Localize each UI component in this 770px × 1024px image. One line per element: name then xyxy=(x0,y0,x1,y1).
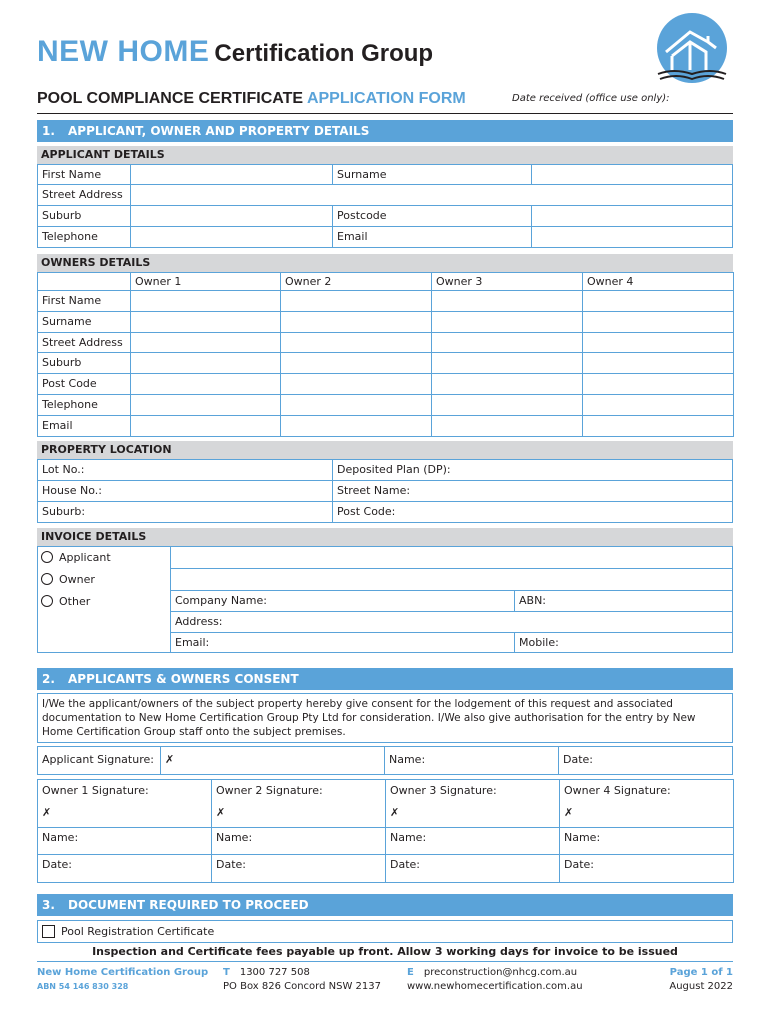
section-1-number: 1. xyxy=(42,124,55,138)
owner-3-signature-field[interactable] xyxy=(385,779,560,828)
owner-4-field[interactable] xyxy=(582,373,734,395)
brand-name xyxy=(37,35,433,69)
surname-label: Surname xyxy=(332,164,532,185)
street-name-field[interactable]: Street Name: xyxy=(332,480,733,502)
form-title-dark: POOL COMPLIANCE CERTIFICATE xyxy=(37,90,304,107)
consent-line-2: documentation to New Home Certification Group Pty Ltd for consideration. I/We also give authorisation for the entry by New xyxy=(42,712,696,724)
phone-number[interactable]: 1300 727 508 xyxy=(239,967,310,978)
owner-3-field[interactable] xyxy=(431,415,583,437)
footer-rule xyxy=(37,961,733,962)
owner-2-name-field[interactable]: Name: xyxy=(211,827,386,855)
owner-4-signature-field[interactable] xyxy=(559,779,734,828)
owner-1-signature-label: Owner 1 Signature: xyxy=(42,784,149,797)
lot-number-field[interactable]: Lot No.: xyxy=(37,459,333,481)
form-title-blue: APPLICATION FORM xyxy=(306,90,466,107)
consent-line-3: Home Certification Group staff onto the subject premises. xyxy=(42,726,346,738)
brand-bold: NEW HOME xyxy=(37,35,210,68)
footer-website[interactable]: www.newhomecertification.com.au xyxy=(407,981,583,992)
owner-3-date-field[interactable]: Date: xyxy=(385,854,560,883)
email-field[interactable] xyxy=(531,226,733,248)
property-postcode-field[interactable]: Post Code: xyxy=(332,501,733,523)
invoice-blank-row-1[interactable] xyxy=(170,546,733,569)
owner-1-field[interactable] xyxy=(130,373,281,395)
owner-4-signature-mark: ✗ xyxy=(564,806,574,819)
owner-column-header-2: Owner 2 xyxy=(280,272,432,291)
owner-1-field[interactable] xyxy=(130,415,281,437)
owner-row-label: First Name xyxy=(37,290,131,312)
pool-registration-checkbox[interactable] xyxy=(42,925,55,938)
footer-phone xyxy=(223,967,310,978)
invoice-option-owner[interactable] xyxy=(41,573,95,587)
email-label-footer: E xyxy=(407,967,414,978)
footer-date: August 2022 xyxy=(669,981,733,992)
applicant-option-label: Applicant xyxy=(59,551,111,564)
date-received-label: Date received (office use only): xyxy=(512,93,670,104)
owner-2-signature-label: Owner 2 Signature: xyxy=(216,784,323,797)
owner-1-signature-field[interactable] xyxy=(37,779,212,828)
owner-2-date-field[interactable]: Date: xyxy=(211,854,386,883)
section-2-number: 2. xyxy=(42,672,55,686)
property-location-heading: PROPERTY LOCATION xyxy=(37,441,733,459)
owner-4-name-field[interactable]: Name: xyxy=(559,827,734,855)
owner-4-field[interactable] xyxy=(582,311,734,333)
first-name-label: First Name xyxy=(37,164,131,185)
footer-page-number: Page 1 of 1 xyxy=(669,967,733,978)
owner-4-date-field[interactable]: Date: xyxy=(559,854,734,883)
owner-3-field[interactable] xyxy=(431,373,583,395)
owner-column-header-3: Owner 3 xyxy=(431,272,583,291)
owner-radio[interactable] xyxy=(41,573,53,585)
owner-1-date-field[interactable]: Date: xyxy=(37,854,212,883)
owner-4-signature-label: Owner 4 Signature: xyxy=(564,784,671,797)
postcode-label: Postcode xyxy=(332,205,532,227)
section-3-number: 3. xyxy=(42,898,55,912)
owner-1-field[interactable] xyxy=(130,394,281,416)
owner-1-field[interactable] xyxy=(130,352,281,374)
invoice-email-field[interactable]: Email: xyxy=(170,632,515,653)
owner-2-field[interactable] xyxy=(280,415,432,437)
owner-3-field[interactable] xyxy=(431,332,583,354)
applicant-signature-field[interactable] xyxy=(160,746,385,775)
postcode-field[interactable] xyxy=(531,205,733,227)
footer-company: New Home Certification Group xyxy=(37,967,209,978)
pool-registration-item[interactable] xyxy=(37,920,733,943)
section-2-header xyxy=(37,668,733,690)
owners-details-heading: OWNERS DETAILS xyxy=(37,254,733,272)
owner-row-label: Street Address xyxy=(37,332,131,354)
owner-2-field[interactable] xyxy=(280,311,432,333)
owner-4-field[interactable] xyxy=(582,415,734,437)
section-2-title: APPLICANTS & OWNERS CONSENT xyxy=(68,672,299,686)
owner-3-field[interactable] xyxy=(431,352,583,374)
owner-row-label: Post Code xyxy=(37,373,131,395)
brand-rest: Certification Group xyxy=(214,40,434,67)
owner-4-field[interactable] xyxy=(582,332,734,354)
owner-row-label: Email xyxy=(37,415,131,437)
section-3-title: DOCUMENT REQUIRED TO PROCEED xyxy=(68,898,309,912)
applicant-date-field[interactable]: Date: xyxy=(558,746,733,775)
applicant-name-field[interactable]: Name: xyxy=(384,746,559,775)
owner-2-field[interactable] xyxy=(280,373,432,395)
applicant-radio[interactable] xyxy=(41,551,53,563)
applicant-details-heading: APPLICANT DETAILS xyxy=(37,146,733,164)
company-name-field[interactable]: Company Name: xyxy=(170,590,515,612)
owner-column-header-1: Owner 1 xyxy=(130,272,281,291)
fees-notice: Inspection and Certificate fees payable up front. Allow 3 working days for invoice to be issued xyxy=(92,945,678,958)
consent-line-1: I/We the applicant/owners of the subject property hereby give consent for the lodgement of this request and associated xyxy=(42,698,673,710)
house-number-field[interactable]: House No.: xyxy=(37,480,333,502)
applicant-signature-label: Applicant Signature: xyxy=(37,746,161,775)
owner-row-label: Suburb xyxy=(37,352,131,374)
phone-label: T xyxy=(223,967,230,978)
telephone-field[interactable] xyxy=(130,226,333,248)
invoice-details-heading: INVOICE DETAILS xyxy=(37,528,733,546)
invoice-address-field[interactable]: Address: xyxy=(170,611,733,633)
deposited-plan-field[interactable]: Deposited Plan (DP): xyxy=(332,459,733,481)
owner-1-signature-mark: ✗ xyxy=(42,806,52,819)
owner-4-field[interactable] xyxy=(582,394,734,416)
owner-row-label: Surname xyxy=(37,311,131,333)
invoice-mobile-field[interactable]: Mobile: xyxy=(514,632,733,653)
section-1-header xyxy=(37,120,733,142)
owner-1-field[interactable] xyxy=(130,311,281,333)
surname-field[interactable] xyxy=(531,164,733,185)
footer-email xyxy=(407,967,577,978)
invoice-blank-row-2[interactable] xyxy=(170,568,733,591)
first-name-field[interactable] xyxy=(130,164,333,185)
owner-3-signature-mark: ✗ xyxy=(390,806,400,819)
footer-po-box: PO Box 826 Concord NSW 2137 xyxy=(223,981,381,992)
invoice-option-other[interactable] xyxy=(41,595,90,609)
street-address-field[interactable] xyxy=(130,184,733,206)
footer-abn: ABN 54 146 830 328 xyxy=(37,982,129,991)
owner-2-signature-mark: ✗ xyxy=(216,806,226,819)
property-suburb-field[interactable]: Suburb: xyxy=(37,501,333,523)
owner-3-name-field[interactable]: Name: xyxy=(385,827,560,855)
pool-registration-label: Pool Registration Certificate xyxy=(61,925,215,938)
owner-option-label: Owner xyxy=(59,573,95,586)
form-title xyxy=(37,90,466,108)
street-address-label: Street Address xyxy=(37,184,131,206)
owner-3-field[interactable] xyxy=(431,290,583,312)
header-rule xyxy=(37,113,733,114)
company-logo xyxy=(650,12,734,84)
owner-1-field[interactable] xyxy=(130,332,281,354)
owner-2-field[interactable] xyxy=(280,290,432,312)
other-option-label: Other xyxy=(59,595,91,608)
section-3-header xyxy=(37,894,733,916)
applicant-signature-mark: ✗ xyxy=(165,753,175,766)
owner-4-field[interactable] xyxy=(582,290,734,312)
suburb-label: Suburb xyxy=(37,205,131,227)
owner-2-field[interactable] xyxy=(280,394,432,416)
owner-column-header-4: Owner 4 xyxy=(582,272,734,291)
owner-3-field[interactable] xyxy=(431,394,583,416)
other-radio[interactable] xyxy=(41,595,53,607)
owner-1-name-field[interactable]: Name: xyxy=(37,827,212,855)
consent-text-box xyxy=(37,693,733,743)
owner-1-field[interactable] xyxy=(130,290,281,312)
email-label: Email xyxy=(332,226,532,248)
owner-3-signature-label: Owner 3 Signature: xyxy=(390,784,497,797)
section-1-title: APPLICANT, OWNER AND PROPERTY DETAILS xyxy=(68,124,370,138)
owner-row-label: Telephone xyxy=(37,394,131,416)
owner-2-signature-field[interactable] xyxy=(211,779,386,828)
invoice-option-applicant[interactable] xyxy=(41,551,111,565)
suburb-field[interactable] xyxy=(130,205,333,227)
telephone-label: Telephone xyxy=(37,226,131,248)
owner-2-field[interactable] xyxy=(280,332,432,354)
email-address[interactable]: preconstruction@nhcg.com.au xyxy=(423,967,578,978)
abn-field[interactable]: ABN: xyxy=(514,590,733,612)
owner-2-field[interactable] xyxy=(280,352,432,374)
owners-corner-cell xyxy=(37,272,131,291)
owner-4-field[interactable] xyxy=(582,352,734,374)
owner-3-field[interactable] xyxy=(431,311,583,333)
